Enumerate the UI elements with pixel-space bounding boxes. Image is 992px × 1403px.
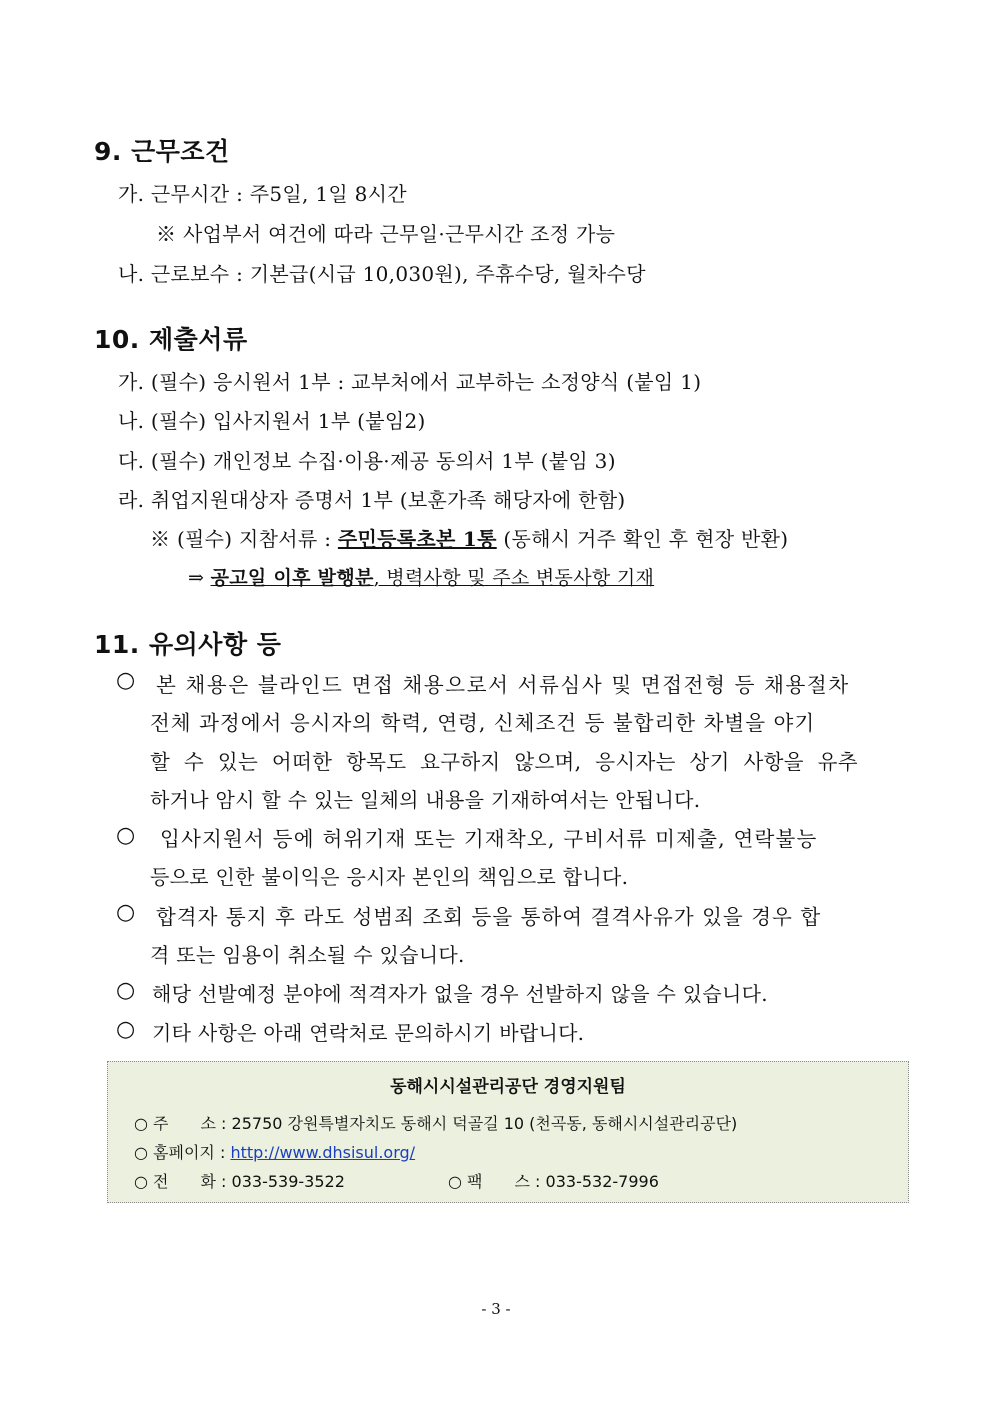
bullet-icon: ○ bbox=[116, 823, 136, 848]
doc-note-suffix: (동해시 거주 확인 후 현장 반환) bbox=[496, 527, 789, 551]
notice-2-line-1: 입사지원서 등에 허위기재 또는 기재착오, 구비서류 미제출, 연락불능 bbox=[160, 827, 818, 851]
fax-value: 033-532-7996 bbox=[545, 1172, 659, 1191]
doc-subnote-bold: 공고일 이후 발행분 bbox=[210, 567, 374, 589]
doc-note-prefix: ※ (필수) 지참서류 : bbox=[150, 527, 338, 551]
contact-phone-line bbox=[134, 1169, 345, 1192]
section-10-title: 10. 제출서류 bbox=[94, 325, 248, 354]
notice-4: 해당 선발예정 분야에 적격자가 없을 경우 선발하지 않을 수 있습니다. bbox=[152, 982, 768, 1006]
doc-note bbox=[150, 523, 788, 552]
doc-subnote bbox=[188, 563, 654, 590]
doc-veteran-certificate: 라. 취업지원대상자 증명서 1부 (보훈가족 해당자에 한함) bbox=[118, 488, 626, 512]
notice-3-line-1: 합격자 통지 후 라도 성범죄 조회 등을 통하여 결격사유가 있을 경우 합 bbox=[156, 905, 822, 929]
notice-1-line-2: 전체 과정에서 응시자의 학력, 연령, 신체조건 등 불합리한 차별을 야기 bbox=[150, 711, 816, 735]
notice-2-line-2: 등으로 인한 불이익은 응시자 본인의 책임으로 합니다. bbox=[150, 865, 629, 889]
page-number: - 3 - bbox=[481, 1300, 511, 1318]
doc-note-resident-register: 주민등록초본 1통 bbox=[337, 527, 497, 551]
phone-label: ○ 전 화 : bbox=[134, 1172, 232, 1191]
contact-box bbox=[107, 1061, 909, 1203]
bullet-icon: ○ bbox=[116, 978, 136, 1003]
work-hours: 가. 근무시간 : 주5일, 1일 8시간 bbox=[118, 182, 407, 206]
notice-1-line-1: 본 채용은 블라인드 면접 채용으로서 서류심사 및 면접전형 등 채용절차 bbox=[156, 673, 850, 697]
arrow-icon: ⇒ bbox=[188, 567, 211, 589]
bullet-icon: ○ bbox=[116, 668, 136, 693]
doc-subnote-underlined bbox=[211, 567, 655, 589]
fax-label: ○ 팩 스 : bbox=[448, 1172, 546, 1191]
wage: 나. 근로보수 : 기본급(시급 10,030원), 주휴수당, 월차수당 bbox=[118, 262, 646, 286]
homepage-link[interactable]: http://www.dhsisul.org/ bbox=[230, 1143, 416, 1162]
doc-resume: 나. (필수) 입사지원서 1부 (붙임2) bbox=[118, 409, 426, 433]
section-9-title: 9. 근무조건 bbox=[94, 137, 230, 166]
notice-1-line-3: 할 수 있는 어떠한 항목도 요구하지 않으며, 응시자는 상기 사항을 유추 bbox=[150, 750, 858, 774]
address-value: 25750 강원특별자치도 동해시 덕골길 10 (천곡동, 동해시시설관리공단) bbox=[231, 1114, 738, 1133]
section-11-title: 11. 유의사항 등 bbox=[94, 630, 282, 659]
phone-value: 033-539-3522 bbox=[231, 1172, 345, 1191]
doc-subnote-rest: , 병력사항 및 주소 변동사항 기재 bbox=[373, 567, 655, 589]
contact-fax-line bbox=[448, 1169, 659, 1192]
contact-title: 동해시시설관리공단 경영지원팀 bbox=[390, 1077, 626, 1097]
contact-homepage-line bbox=[134, 1140, 415, 1163]
work-hours-note: ※ 사업부서 여건에 따라 근무일·근무시간 조정 가능 bbox=[156, 222, 616, 246]
notice-5: 기타 사항은 아래 연락처로 문의하시기 바랍니다. bbox=[152, 1021, 585, 1045]
notice-1-line-4: 하거나 암시 할 수 있는 일체의 내용을 기재하여서는 안됩니다. bbox=[150, 788, 701, 812]
bullet-icon: ○ bbox=[116, 900, 136, 925]
doc-privacy-consent: 다. (필수) 개인정보 수집·이용·제공 동의서 1부 (붙임 3) bbox=[118, 449, 616, 473]
address-label: ○ 주 소 : bbox=[134, 1114, 232, 1133]
contact-address-line bbox=[134, 1111, 737, 1134]
homepage-label: ○ 홈페이지 : bbox=[134, 1143, 231, 1162]
bullet-icon: ○ bbox=[116, 1017, 136, 1042]
doc-application: 가. (필수) 응시원서 1부 : 교부처에서 교부하는 소정양식 (붙임 1) bbox=[118, 370, 702, 394]
notice-3-line-2: 격 또는 임용이 취소될 수 있습니다. bbox=[150, 943, 465, 967]
